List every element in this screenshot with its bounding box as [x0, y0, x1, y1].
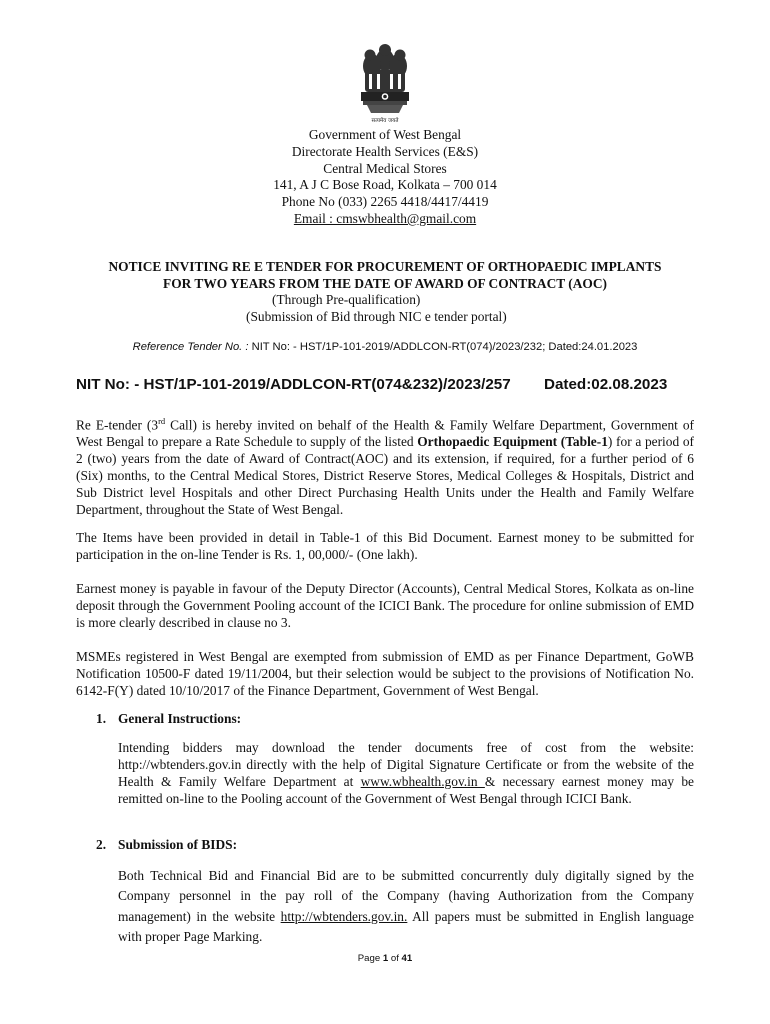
- svg-text:सत्यमेव जयते: सत्यमेव जयते: [371, 118, 399, 124]
- paragraph-invitation: Re E-tender (3rd Call) is hereby invited on behalf of the Health & Family Welfare Department, Government of West Bengal to prepare a Rate Schedule to supply of the listed Orthopaedic Equipment (Table-1) for a period of 2 (two) years from the date of Award of Contract(AOC) and its extension, if required, for a further period of 6 (Six) months, to the Central Medical Stores, District Reserve Stores, Medical Colleges & Hospitals, District and Sub District level Hospitals and other Direct Purchasing Health Units under the Health and Family Welfare Department, throughout the State of West Bengal.: [76, 416, 694, 517]
- notice-title: [0, 259, 770, 292]
- reference-label: Reference Tender No. :: [132, 341, 252, 353]
- notice-subtitle-submission: (Submission of Bid through NIC e tender portal): [246, 309, 507, 324]
- reference-tender: [0, 341, 770, 353]
- wbtenders-link[interactable]: http://wbtenders.gov.in.: [280, 908, 408, 924]
- nit-line: [76, 376, 696, 393]
- wbhealth-link[interactable]: www.wbhealth.gov.in: [360, 773, 485, 789]
- section-submission-body: Both Technical Bid and Financial Bid are to be submitted concurrently duly digitally signed by the Company personnel in the pay roll of the Company (having Authorization from the Company management) in the website http://wbtenders.gov.in. All papers must be submitted in English language with proper Page Marking.: [118, 868, 694, 945]
- nit-date: Dated:02.08.2023: [544, 376, 668, 393]
- section-general-instructions-heading: 1. General Instructions:: [96, 711, 242, 726]
- header-office: Central Medical Stores: [323, 160, 447, 176]
- state-emblem: [355, 42, 415, 126]
- orthopaedic-equipment-label: Orthopaedic Equipment (Table-1: [417, 434, 608, 450]
- header-address: 141, A J C Bose Road, Kolkata – 700 014: [273, 177, 497, 193]
- header-government: Government of West Bengal: [308, 127, 462, 142]
- nit-number: NIT No: - HST/1P-101-2019/ADDLCON-RT(074&232)/2023/257: [76, 376, 511, 393]
- section-submission-heading: 2. Submission of BIDS:: [96, 837, 238, 852]
- notice-title-line1: NOTICE INVITING RE E TENDER FOR PROCUREMENT OF ORTHOPAEDIC IMPLANTS: [108, 259, 662, 274]
- header-directorate: Directorate Health Services (E&S): [291, 143, 479, 159]
- notice-subtitle-prequalification: (Through Pre-qualification): [272, 292, 421, 307]
- header-phone: Phone No (033) 2265 4418/4417/4419: [281, 194, 489, 210]
- page-number: Page 1 of 41: [357, 953, 413, 964]
- paragraph-msme: MSMEs registered in West Bengal are exempted from submission of EMD as per Finance Department, GoWB Notification 10500-F dated 19/11/2004, but their selection would be subject to the provisions of Notification No. 6142-F(Y) dated 10/10/2017 of the Finance Department, Government of West Bengal.: [76, 649, 694, 698]
- paragraph-earnest-money: Earnest money is payable in favour of the Deputy Director (Accounts), Central Medical Stores, Kolkata as on-line deposit through the Government Pooling account of the ICICI Bank. The procedure for online submission of EMD is more clearly described in clause no 3.: [76, 581, 694, 630]
- notice-title-line2: FOR TWO YEARS FROM THE DATE OF AWARD OF CONTRACT (AOC): [163, 275, 607, 291]
- paragraph-items: The Items have been provided in detail in Table-1 of this Bid Document. Earnest money to be submitted for participation in the on-line Tender is Rs. 1, 00,000/- (One lakh).: [76, 530, 694, 562]
- reference-value: NIT No: - HST/1P-101-2019/ADDLCON-RT(074)/2023/232; Dated:24.01.2023: [251, 341, 638, 353]
- section-general-instructions-body: Intending bidders may download the tender documents free of cost from the website: http://wbtenders.gov.in directly with the help of Digital Signature Certificate or from the website of the Health & Family Welfare Department at www.wbhealth.gov.in & necessary earnest money may be remitted on-line to the Pooling account of the Government of West Bengal through ICICI Bank.: [118, 740, 694, 806]
- letterhead: [0, 127, 770, 228]
- header-email-link[interactable]: Email : cmswbhealth@gmail.com: [293, 210, 477, 226]
